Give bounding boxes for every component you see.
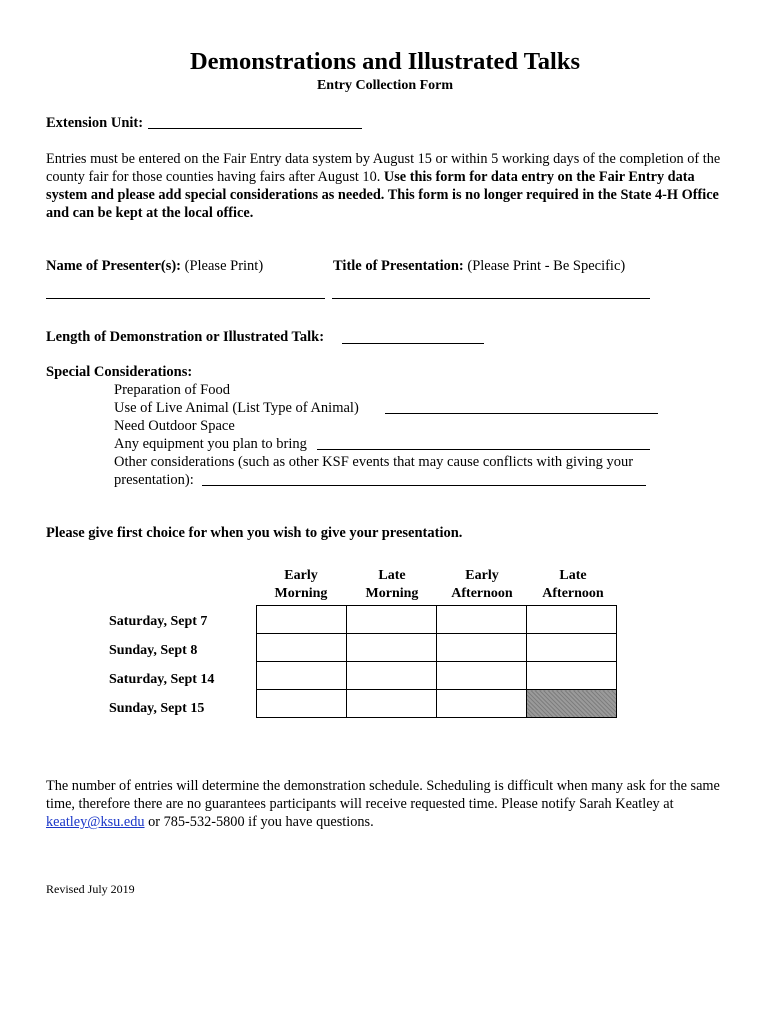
email-link[interactable]: keatley@ksu.edu (46, 814, 145, 830)
column-line2: Morning (365, 586, 419, 601)
column-line2: Afternoon (451, 586, 513, 601)
schedule-cell[interactable] (347, 662, 437, 690)
footer-text-after: or 785-532-5800 if you have questions. (148, 814, 374, 830)
presentation-title-field[interactable] (332, 298, 650, 299)
schedule-cell[interactable] (347, 690, 437, 718)
instructions-bold: Use this form for data entry on the Fair Entry data system and please add special considerations as needed. This form is no longer required in the State 4-H Office and can be kept at the local office. (46, 169, 719, 221)
column-early-morning (256, 567, 346, 603)
extension-unit-field[interactable] (148, 128, 362, 129)
schedule-cell[interactable] (437, 662, 527, 690)
equipment-field[interactable] (317, 449, 650, 450)
presenter-name-label-group (46, 258, 263, 275)
schedule-cell[interactable] (437, 634, 527, 662)
schedule-cell[interactable] (257, 634, 347, 662)
row-label-sat-sept-14: Saturday, Sept 14 (109, 672, 215, 687)
page-title: Demonstrations and Illustrated Talks (189, 48, 581, 75)
schedule-cell[interactable] (437, 690, 527, 718)
column-line1: Early (465, 568, 499, 583)
column-line2: Afternoon (542, 586, 604, 601)
food-preparation-item: Preparation of Food (114, 382, 230, 398)
instructions-normal: Entries must be entered on the Fair Entry data system by August 15 or within 5 working days of the completion of the county fair for those counties having fairs after August 10. (46, 151, 721, 185)
presentation-item: presentation): (114, 472, 194, 488)
outdoor-space-item: Need Outdoor Space (114, 418, 235, 434)
schedule-cell[interactable] (527, 606, 617, 634)
schedule-row (257, 606, 617, 634)
column-early-afternoon (437, 567, 527, 603)
column-line2: Morning (274, 586, 328, 601)
live-animal-item: Use of Live Animal (List Type of Animal) (114, 400, 359, 416)
column-line1: Late (559, 568, 587, 583)
presenter-name-field[interactable] (46, 298, 325, 299)
column-line1: Late (378, 568, 406, 583)
schedule-cell[interactable] (347, 634, 437, 662)
schedule-row (257, 662, 617, 690)
schedule-cell[interactable] (527, 662, 617, 690)
column-line1: Early (284, 568, 318, 583)
instructions-paragraph (46, 150, 736, 222)
live-animal-field[interactable] (385, 413, 658, 414)
revised-date: Revised July 2019 (46, 882, 135, 896)
extension-unit-label: Extension Unit: (46, 115, 144, 131)
schedule-cell[interactable] (527, 634, 617, 662)
footer-text-before: The number of entries will determine the demonstration schedule. Scheduling is difficult when many ask for the same time, therefore there are no guarantees participants will receive requested time. Please notify Sarah Keatley at (46, 778, 720, 812)
other-considerations-item: Other considerations (such as other KSF events that may cause conflicts with giving your (114, 454, 634, 470)
presentation-title-label: Title of Presentation: (333, 258, 464, 274)
column-late-afternoon (528, 567, 618, 603)
presenter-name-hint: (Please Print) (184, 258, 264, 274)
footer-paragraph (46, 777, 736, 831)
schedule-grid (256, 605, 617, 718)
presentation-title-hint: (Please Print - Be Specific) (467, 258, 626, 274)
schedule-row (257, 634, 617, 662)
length-field[interactable] (342, 343, 484, 344)
column-late-morning (347, 567, 437, 603)
presentation-title-label-group (333, 258, 625, 275)
row-label-sat-sept-7: Saturday, Sept 7 (109, 614, 208, 629)
schedule-prompt: Please give first choice for when you wish to give your presentation. (46, 525, 463, 541)
schedule-cell[interactable] (257, 606, 347, 634)
schedule-cell[interactable] (257, 662, 347, 690)
row-label-sun-sept-15: Sunday, Sept 15 (109, 701, 205, 716)
page-subtitle: Entry Collection Form (316, 78, 454, 93)
presenter-name-label: Name of Presenter(s): (46, 258, 182, 274)
schedule-cell-unavailable (527, 690, 617, 718)
length-label: Length of Demonstration or Illustrated Talk: (46, 329, 325, 345)
row-label-sun-sept-8: Sunday, Sept 8 (109, 643, 198, 658)
schedule-cell[interactable] (257, 690, 347, 718)
schedule-cell[interactable] (437, 606, 527, 634)
special-considerations-heading: Special Considerations: (46, 364, 193, 380)
schedule-cell[interactable] (347, 606, 437, 634)
other-considerations-field[interactable] (202, 485, 646, 486)
equipment-item: Any equipment you plan to bring (114, 436, 307, 452)
schedule-row (257, 690, 617, 718)
